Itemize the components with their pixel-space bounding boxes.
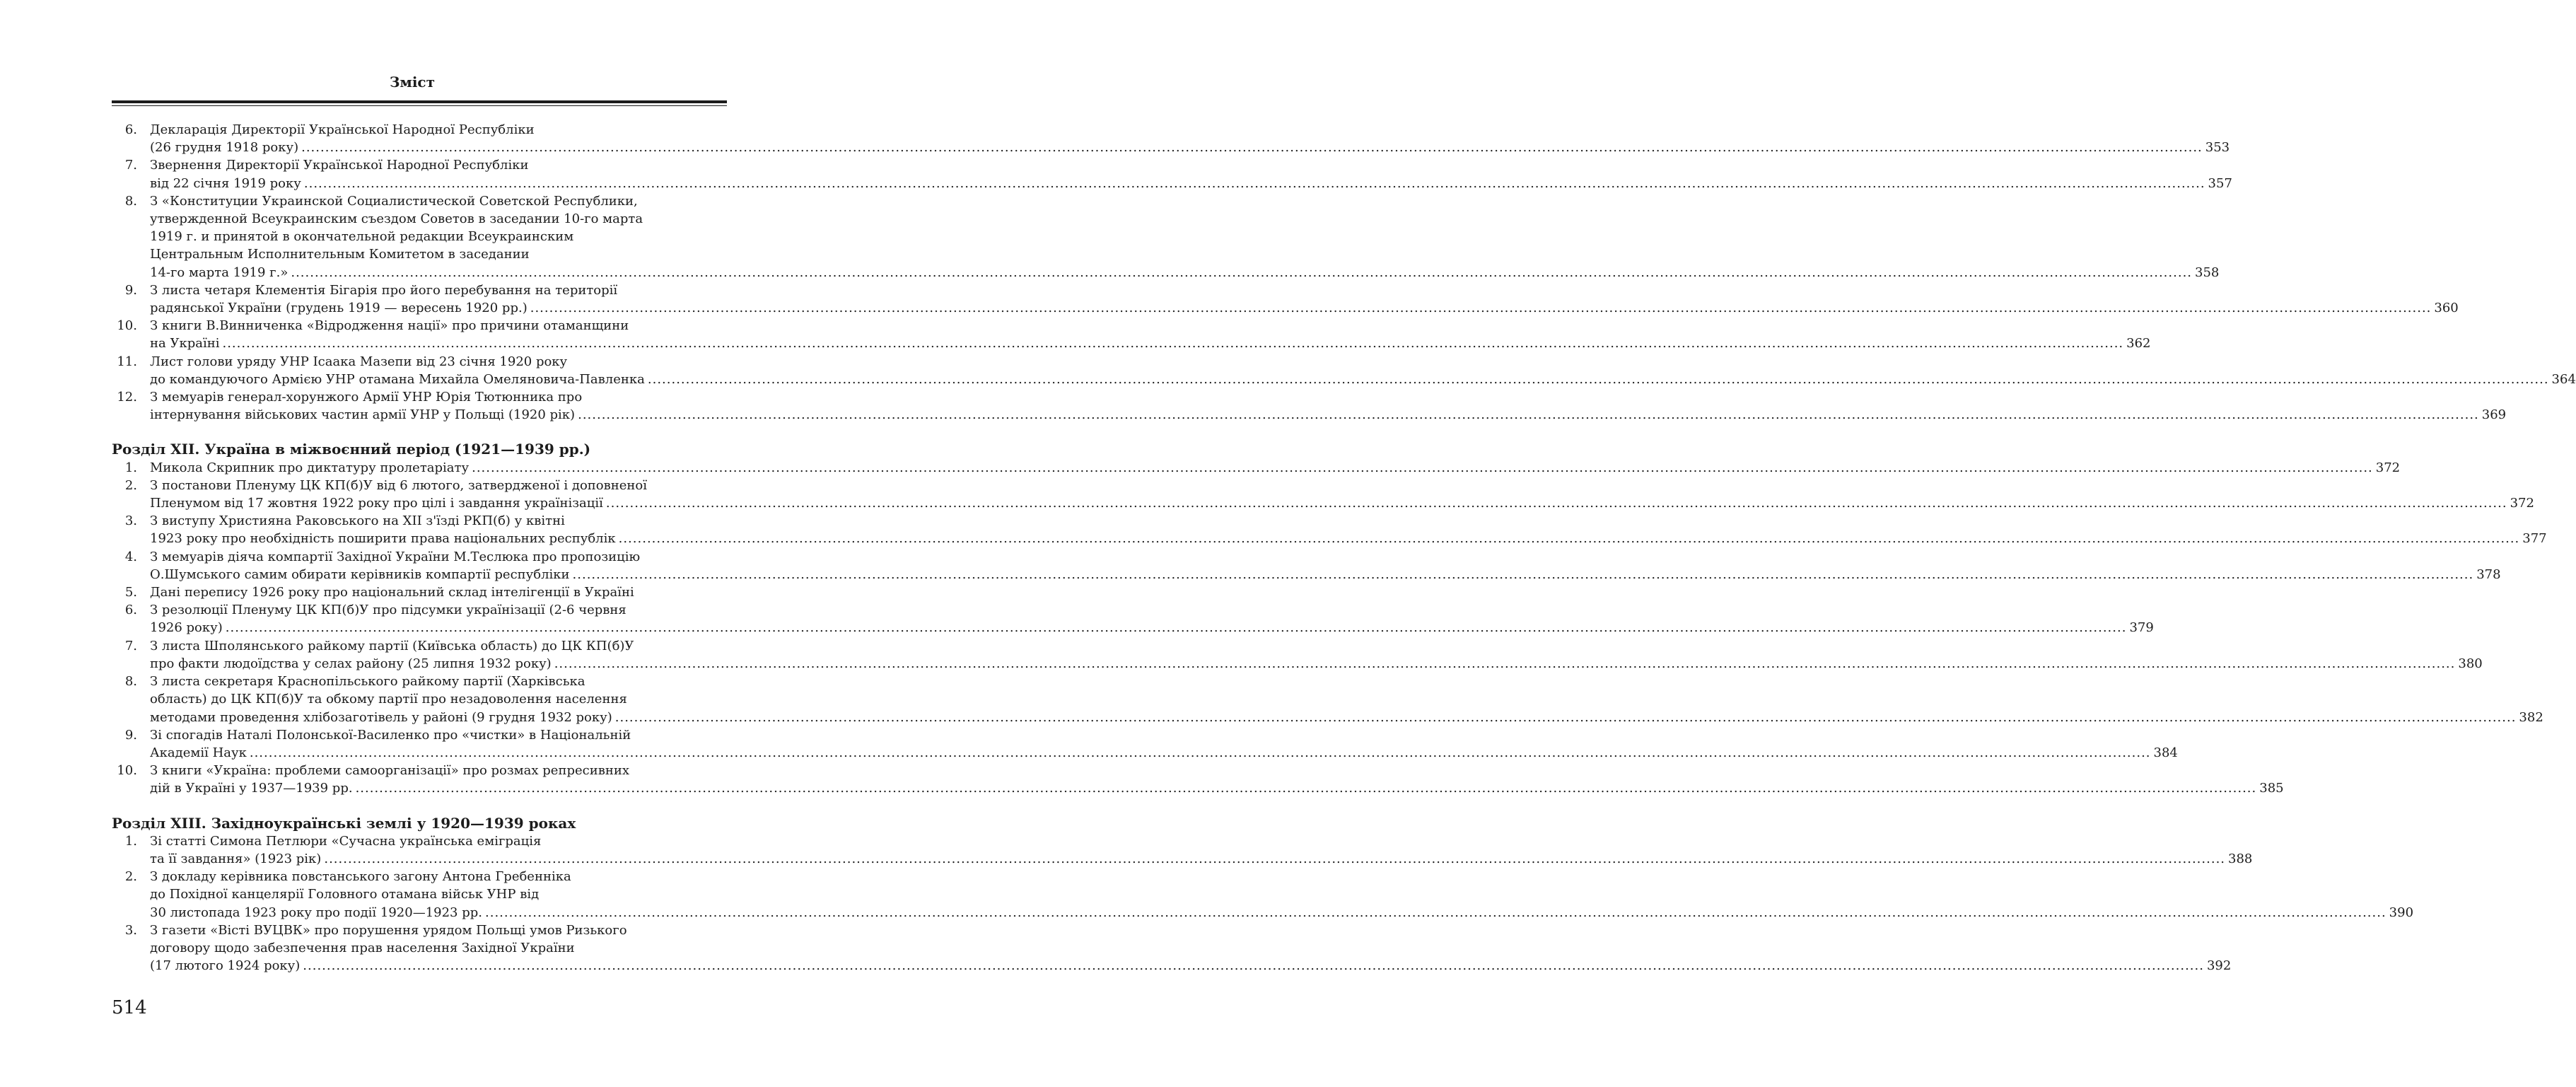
entry-page: 384	[2153, 745, 2178, 760]
section-heading: Розділ XIII. Західноукраїнські землі у 1920—1939 роках	[112, 814, 576, 832]
entry-number: 3.	[124, 922, 137, 938]
toc-entry	[112, 121, 2230, 156]
entry-last-line	[150, 709, 2543, 726]
entry-page: 392	[2206, 958, 2232, 974]
dot-leader: ................................................................................................................................................................................................................................................................................................................................................................................................................	[291, 265, 2193, 280]
toc-entry	[112, 726, 2178, 762]
entry-page: 377	[2522, 531, 2547, 547]
entry-number: 12.	[117, 390, 137, 405]
entry-line: Звернення Директорії Української Народної Республіки	[150, 158, 529, 173]
header-rule-thin	[112, 105, 727, 106]
dot-leader: ................................................................................................................................................................................................................................................................................................................................................................................................................	[578, 407, 2479, 423]
toc-section	[112, 814, 2414, 975]
entry-line: до командуючого Армією УНР отамана Михайла Омеляновича-Павленка	[150, 371, 645, 387]
entry-number: 6.	[124, 603, 137, 618]
dot-leader: ................................................................................................................................................................................................................................................................................................................................................................................................................	[605, 496, 2507, 511]
toc-section	[112, 441, 2547, 797]
entry-title	[150, 762, 2284, 797]
entry-line: З книги В.Винниченка «Відродження нації» про причини отаманщини	[150, 318, 629, 334]
entry-last-line	[150, 335, 2151, 352]
entry-line: Центральным Исполнительным Комитетом в заседании	[150, 247, 530, 262]
entry-line: та її завдання» (1923 рік)	[150, 851, 322, 866]
entry-number: 4.	[124, 549, 137, 564]
entry-title	[150, 477, 2534, 512]
toc-entry	[112, 317, 2151, 352]
entry-page: 358	[2195, 265, 2220, 280]
entry-number: 2.	[124, 869, 137, 885]
entry-last-line	[150, 406, 2507, 424]
entry-title	[150, 832, 2253, 868]
entry-number: 6.	[124, 122, 137, 137]
dot-leader: ................................................................................................................................................................................................................................................................................................................................................................................................................	[614, 709, 2517, 725]
entry-line: З докладу керівника повстанського загону Антона Гребенніка	[150, 869, 571, 885]
entry-last-line	[150, 957, 2232, 975]
entry-page: 379	[2129, 620, 2154, 636]
toc-entry	[112, 192, 2220, 281]
entry-line: Лист голови уряду УНР Ісаака Мазепи від 23 січня 1920 року	[150, 354, 568, 369]
entry-last-line	[150, 904, 2414, 922]
entry-last-line	[150, 175, 2232, 192]
entry-page: 362	[2126, 336, 2151, 351]
dot-leader: ................................................................................................................................................................................................................................................................................................................................................................................................................	[647, 371, 2549, 387]
entry-line: Декларація Директорії Української Народної Республіки	[150, 122, 535, 137]
entry-line: З книги «Україна: проблеми самоорганізації» про розмах репресивних	[150, 763, 629, 779]
entry-line: Зі статті Симона Петлюри «Сучасна українська еміграція	[150, 833, 542, 849]
entry-title	[150, 281, 2459, 317]
entry-page: 372	[2510, 496, 2534, 511]
toc-entry	[112, 762, 2284, 797]
entry-last-line	[150, 494, 2534, 512]
entry-title	[150, 192, 2220, 281]
entry-page: 385	[2259, 781, 2284, 796]
entry-line: О.Шумського самим обирати керівників компартії республіки	[150, 566, 570, 582]
entry-title	[150, 637, 2483, 673]
entry-line: З виступу Християна Раковського на XII з'їзді РКП(б) у квітні	[150, 513, 565, 529]
entry-last-line	[150, 299, 2459, 317]
entry-title	[150, 121, 2230, 156]
header-rule-thick	[112, 100, 727, 103]
entry-line: від 22 січня 1919 року	[150, 175, 301, 191]
entry-number: 10.	[117, 318, 137, 334]
entry-line: З газети «Вісті ВУЦВК» про порушення урядом Польщі умов Ризького	[150, 922, 627, 938]
toc-entry	[112, 281, 2459, 317]
toc-entry	[112, 477, 2534, 512]
entry-page: 380	[2458, 656, 2483, 671]
entry-page: 369	[2481, 407, 2507, 423]
entry-number: 9.	[124, 727, 137, 743]
toc-entry	[112, 353, 2576, 388]
toc-entry	[112, 548, 2501, 583]
toc-entry	[112, 512, 2547, 547]
entry-line: З листа секретаря Краснопільського райкому партії (Харківська	[150, 674, 585, 690]
entry-line: про факти людоїдства у селах району (25 липня 1932 року)	[150, 656, 552, 671]
page-number: 514	[112, 997, 147, 1018]
entry-number: 5.	[124, 585, 137, 600]
entry-last-line	[150, 566, 2501, 583]
entry-line: методами проведення хлібозаготівель у районі (9 грудня 1932 року)	[150, 709, 612, 725]
entry-last-line	[150, 744, 2178, 762]
dot-leader: ................................................................................................................................................................................................................................................................................................................................................................................................................	[303, 958, 2204, 974]
dot-leader: ................................................................................................................................................................................................................................................................................................................................................................................................................	[530, 301, 2432, 316]
entry-last-line	[150, 371, 2576, 388]
entry-line: З листа Шполянського райкому партії (Київська область) до ЦК КП(б)У	[150, 638, 634, 653]
entry-number: 7.	[124, 158, 137, 173]
entry-page: 378	[2476, 566, 2501, 582]
entry-line: З «Конституции Украинской Социалистической Советской Республики,	[150, 193, 638, 209]
entry-page: 390	[2389, 905, 2414, 920]
entry-number: 11.	[117, 354, 137, 369]
entry-page: 353	[2205, 140, 2230, 156]
entry-line: 14-го марта 1919 г.»	[150, 265, 289, 280]
entry-title	[150, 388, 2507, 424]
entry-line: З мемуарів діяча компартії Західної України М.Теслюка про пропозицію	[150, 549, 641, 564]
entry-number: 7.	[124, 638, 137, 653]
dot-leader: ................................................................................................................................................................................................................................................................................................................................................................................................................	[472, 460, 2373, 475]
dot-leader: ................................................................................................................................................................................................................................................................................................................................................................................................................	[355, 781, 2257, 796]
entry-title	[150, 601, 2154, 636]
entry-line: 1919 г. и принятой в окончательной редакции Всеукраинским	[150, 229, 574, 245]
section-heading: Розділ XII. Україна в міжвоєнний період (1921—1939 рр.)	[112, 441, 591, 458]
entry-number: 1.	[124, 833, 137, 849]
toc-entry	[112, 922, 2232, 975]
dot-leader: ................................................................................................................................................................................................................................................................................................................................................................................................................	[301, 140, 2203, 156]
entry-line: дій в Україні у 1937—1939 рр.	[150, 781, 353, 796]
entry-title	[150, 317, 2151, 352]
entry-line: Зі спогадів Наталі Полонської-Василенко про «чистки» в Національній	[150, 727, 631, 743]
entry-last-line	[150, 619, 2154, 636]
entry-title	[150, 868, 2414, 922]
dot-leader: ................................................................................................................................................................................................................................................................................................................................................................................................................	[572, 566, 2474, 582]
toc-section	[112, 121, 2576, 424]
entry-title	[150, 583, 721, 601]
dot-leader: ................................................................................................................................................................................................................................................................................................................................................................................................................	[485, 905, 2386, 920]
entry-last-line	[150, 850, 2253, 868]
entry-line: (17 лютого 1924 року)	[150, 958, 301, 974]
entry-last-line	[150, 779, 2284, 797]
entry-line: Пленумом від 17 жовтня 1922 року про цілі і завдання українізації	[150, 496, 603, 511]
dot-leader: ................................................................................................................................................................................................................................................................................................................................................................................................................	[249, 745, 2151, 760]
dot-leader: ................................................................................................................................................................................................................................................................................................................................................................................................................	[225, 620, 2127, 636]
toc-entry	[112, 459, 2401, 477]
entry-line: З листа четаря Клементія Бігарія про його перебування на території	[150, 282, 618, 298]
dot-leader: ................................................................................................................................................................................................................................................................................................................................................................................................................	[324, 851, 2226, 866]
dot-leader: ................................................................................................................................................................................................................................................................................................................................................................................................................	[222, 336, 2124, 351]
entry-number: 8.	[124, 674, 137, 690]
entry-title	[150, 353, 2576, 388]
entry-page: 382	[2519, 709, 2543, 725]
entry-title	[150, 548, 2501, 583]
entry-last-line	[150, 530, 2547, 547]
entry-title	[150, 459, 2401, 477]
entry-line: до Похідної канцелярії Головного отамана військ УНР від	[150, 887, 540, 902]
entry-page: 388	[2228, 851, 2253, 866]
entry-line: договору щодо забезпечення прав населення Західної України	[150, 940, 575, 955]
entry-line: утвержденной Всеукраинским съездом Советов в заседании 10-го марта	[150, 211, 643, 227]
page-title: Зміст	[390, 74, 435, 91]
entry-page: 372	[2375, 460, 2401, 475]
entry-line: 1926 року)	[150, 620, 223, 636]
entry-number: 2.	[124, 477, 137, 493]
toc-entry	[112, 156, 2232, 192]
dot-leader: ................................................................................................................................................................................................................................................................................................................................................................................................................	[303, 175, 2205, 191]
entry-number: 1.	[124, 460, 137, 475]
entry-title	[150, 512, 2547, 547]
entry-line: Микола Скрипник про диктатуру пролетаріату	[150, 460, 470, 475]
toc-entry	[112, 601, 2154, 636]
toc-entry	[112, 637, 2483, 673]
entry-number: 3.	[124, 513, 137, 529]
entry-line: З постанови Пленуму ЦК КП(б)У від 6 лютого, затвердженої і доповненої	[150, 477, 648, 493]
toc-entry	[112, 673, 2543, 726]
entry-last-line	[150, 139, 2230, 156]
entry-line: 1923 року про необхідність поширити права національних республік	[150, 531, 616, 547]
toc-entry	[112, 832, 2253, 868]
entry-number: 9.	[124, 282, 137, 298]
entry-line: область) до ЦК КП(б)У та обкому партії про незадоволення населення	[150, 692, 627, 707]
toc-entry	[112, 388, 2507, 424]
entry-title	[150, 156, 2232, 192]
entry-page: 360	[2434, 301, 2459, 316]
entry-title	[150, 673, 2543, 726]
entry-line: інтернування військових частин армії УНР у Польщі (1920 рік)	[150, 407, 576, 423]
entry-line: на Україні	[150, 336, 220, 351]
dot-leader: ................................................................................................................................................................................................................................................................................................................................................................................................................	[554, 656, 2456, 671]
entry-last-line	[150, 655, 2483, 673]
dot-leader: ................................................................................................................................................................................................................................................................................................................................................................................................................	[618, 531, 2520, 547]
entry-line: (26 грудня 1918 року)	[150, 140, 299, 156]
entry-title	[150, 922, 2232, 975]
entry-line: Академії Наук	[150, 745, 247, 760]
toc-entry	[112, 868, 2414, 922]
entry-number: 10.	[117, 763, 137, 779]
entry-page: 357	[2208, 175, 2232, 191]
entry-line: Дані перепису 1926 року про національний склад інтелігенції в Україні	[150, 585, 634, 600]
entry-last-line	[150, 459, 2401, 477]
entry-number: 8.	[124, 193, 137, 209]
entry-page: 364	[2551, 371, 2576, 387]
entry-last-line	[150, 264, 2220, 281]
toc-entry	[112, 583, 721, 601]
entry-title	[150, 726, 2178, 762]
table-of-contents	[112, 121, 2576, 975]
entry-line: З резолюції Пленуму ЦК КП(б)У про підсумки українізації (2-6 червня	[150, 603, 626, 618]
entry-line: радянської України (грудень 1919 — вересень 1920 рр.)	[150, 301, 528, 316]
entry-line: 30 листопада 1923 року про події 1920—1923 рр.	[150, 905, 482, 920]
entry-line: З мемуарів генерал-хорунжого Армії УНР Юрія Тютюнника про	[150, 390, 583, 405]
